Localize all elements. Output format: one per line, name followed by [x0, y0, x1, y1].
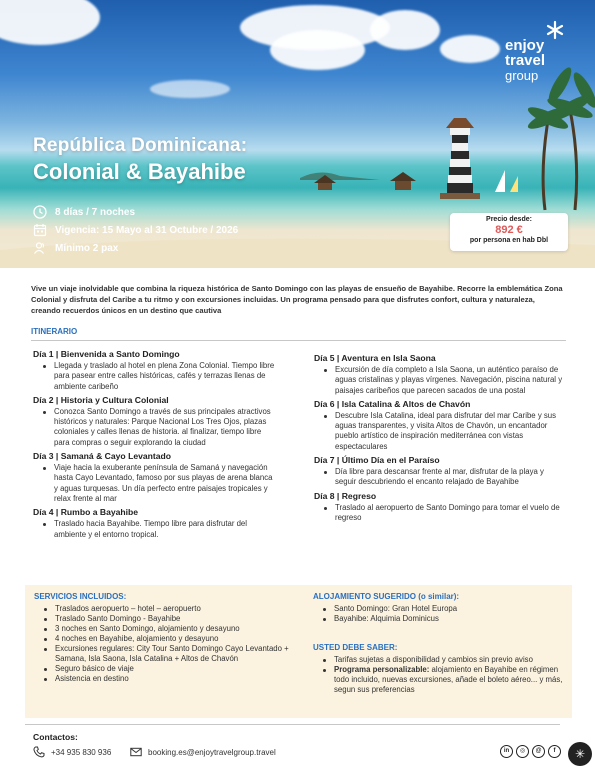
- duration-fact: [33, 205, 135, 219]
- contacts-heading: Contactos:: [33, 732, 78, 742]
- day-8: Día 8 | Regreso Traslado al aeropuerto de Santo Domingo para tomar el vuelo de regreso: [314, 491, 566, 524]
- list-item: Asistencia en destino: [44, 674, 296, 684]
- list-item: Excursión de día completo a Isla Saona, un auténtico paraíso de aguas cristalinas y playas vírgenes. Navegación, piscina natural y paisajes caribeños que parecen sacados de una postal: [324, 365, 566, 396]
- list-item: Tarifas sujetas a disponibilidad y cambios sin previo aviso: [323, 655, 565, 665]
- list-item: 4 noches en Bayahibe, alojamiento y desayuno: [44, 634, 296, 644]
- list-item: Seguro básico de viaje: [44, 664, 296, 674]
- email-address[interactable]: booking.es@enjoytravelgroup.travel: [148, 747, 276, 757]
- email-contact[interactable]: [130, 746, 276, 758]
- day-1: Día 1 | Bienvenida a Santo Domingo Llegada y traslado al hotel en plena Zona Colonial. Tiempo libre para pasear entre calles históricas, cafés y terrazas llenas de ambiente caribeño: [33, 349, 278, 392]
- instagram-icon[interactable]: ◎: [516, 745, 529, 758]
- people-icon: [33, 241, 47, 255]
- notes-section: [313, 643, 565, 695]
- list-item: Excursiones regulares: City Tour Santo Domingo Cayo Levantado + Samana, Isla Saona, Isla Catalina + Altos de Chavón: [44, 644, 296, 664]
- price-value: 892 €: [495, 224, 523, 236]
- list-item: Traslado al aeropuerto de Santo Domingo para tomar el vuelo de regreso: [324, 503, 566, 524]
- enjoy-travel-group-logo: enjoy travel group: [505, 38, 545, 83]
- clock-icon: [33, 205, 47, 219]
- hero-banner: [0, 0, 595, 268]
- itinerary-right-column: [314, 353, 566, 526]
- day-6: Día 6 | Isla Catalina & Altos de Chavón Descubre Isla Catalina, ideal para disfrutar del mar Caribe y sus aguas transparentes, y visita Altos de Chavón, un encantador pueblo artístico de inspiración mediterránea con vistas espectaculares: [314, 399, 566, 452]
- asterisk-logo-icon: [545, 20, 565, 40]
- list-item: Descubre Isla Catalina, ideal para disfrutar del mar Caribe y sus aguas transparentes, y visita Altos de Chavón, un encantador pueblo artístico de inspiración mediterránea con vistas espectaculares: [324, 411, 566, 452]
- social-links: [500, 745, 564, 758]
- day-7: Día 7 | Último Día en el Paraíso Día libre para descansar frente al mar, disfrutar de la playa y seguir descubriendo el encanto relajado de Bayahibe: [314, 455, 566, 488]
- email-icon: [130, 746, 142, 758]
- info-box: [25, 585, 572, 718]
- threads-icon[interactable]: @: [532, 745, 545, 758]
- price-label: Precio desde:: [486, 216, 532, 223]
- itinerary-left-column: [33, 349, 278, 543]
- day-3: Día 3 | Samaná & Cayo Levantado Viaje hacia la exuberante península de Samaná y navegación hasta Cayo Levantado, famoso por sus playas de arena blanca y aguas turquesas. Un día perfecto entre paisajes tropicales y relax frente al mar: [33, 451, 278, 504]
- lodging-heading: ALOJAMIENTO SUGERIDO (o similar):: [313, 592, 460, 601]
- validity-fact: [33, 223, 238, 237]
- list-item: Viaje hacia la exuberante península de Samaná y navegación hasta Cayo Levantado, famoso por sus playas de arena blanca y aguas turquesas. Un día perfecto entre paisajes tropicales y relax frente al mar: [43, 463, 278, 504]
- price-note: por persona en hab Dbl: [469, 237, 549, 244]
- footer-divider: [25, 724, 560, 725]
- min-pax-text: Mínimo 2 pax: [55, 242, 119, 254]
- services-section: [34, 592, 296, 684]
- day-2: Día 2 | Historia y Cultura Colonial Conozca Santo Domingo a través de sus principales atractivos históricos y naturales: Parque Nacional Los Tres Ojos, plazas coloniales y calles llenas de historia. al finalizar, tiempo libre para compras o seguir explorando la ciudad: [33, 395, 278, 448]
- itinerary-heading: ITINERARIO: [31, 327, 78, 336]
- day-4: Día 4 | Rumbo a Bayahibe Traslado hacia Bayahibe. Tiempo libre para disfrutar del ambiente y el entorno tropical.: [33, 507, 278, 540]
- list-item: Día libre para descansar frente al mar, disfrutar de la playa y seguir descubriendo el encanto relajado de Bayahibe: [324, 467, 566, 488]
- phone-number[interactable]: +34 935 830 936: [51, 747, 112, 757]
- phone-contact[interactable]: [33, 746, 111, 758]
- brand-badge-icon: ✳: [568, 742, 592, 766]
- price-box: [450, 213, 568, 251]
- list-item: Programa personalizable: alojamiento en Bayahibe en régimen todo incluido, nuevas excursiones, añade el boleto aéreo... y más, segun sus preferencias: [323, 665, 565, 695]
- notes-heading: USTED DEBE SABER:: [313, 643, 398, 652]
- list-item: Llegada y traslado al hotel en plena Zona Colonial. Tiempo libre para pasear entre calles históricas, cafés y terrazas llenas de ambiente caribeño: [43, 361, 278, 392]
- phone-icon: [33, 746, 45, 758]
- services-heading: SERVICIOS INCLUIDOS:: [34, 592, 127, 601]
- calendar-icon: [33, 223, 47, 237]
- list-item: Traslado hacia Bayahibe. Tiempo libre para disfrutar del ambiente y el entorno tropical.: [43, 519, 278, 540]
- linkedin-icon[interactable]: in: [500, 745, 513, 758]
- section-divider: [31, 340, 566, 341]
- min-pax-fact: [33, 241, 118, 255]
- list-item: Traslados aeropuerto – hotel – aeropuerto: [44, 604, 296, 614]
- list-item: Bayahibe: Alquimia Dominicus: [323, 614, 565, 624]
- hero-title-line2: Colonial & Bayahibe: [33, 159, 246, 184]
- list-item: Santo Domingo: Gran Hotel Europa: [323, 604, 565, 614]
- lighthouse-illustration: [440, 118, 480, 199]
- duration-text: 8 días / 7 noches: [55, 206, 136, 218]
- day-5: Día 5 | Aventura en Isla Saona Excursión de día completo a Isla Saona, un auténtico paraíso de aguas cristalinas y playas vírgenes. Navegación, piscina natural y paisajes caribeños que parecen sacados de una postal: [314, 353, 566, 396]
- intro-paragraph: Vive un viaje inolvidable que combina la riqueza histórica de Santo Domingo con las playas de ensueño de Bayahibe. Recorre la emblemática Zona Colonial y disfruta del Caribe a tu ritmo y con excursiones incluidas. Un programa pensado para que disfrutes confort, cultura y naturaleza, creando recuerdos únicos en un destino que cautiva: [31, 284, 563, 315]
- list-item: 3 noches en Santo Domingo, alojamiento y desayuno: [44, 624, 296, 634]
- list-item: Traslado Santo Domingo - Bayahibe: [44, 614, 296, 624]
- validity-text: Vigencia: 15 Mayo al 31 Octubre / 2026: [55, 224, 239, 236]
- facebook-icon[interactable]: f: [548, 745, 561, 758]
- hero-title-line1: República Dominicana:: [33, 135, 248, 156]
- list-item: Conozca Santo Domingo a través de sus principales atractivos históricos y naturales: Parque Nacional Los Tres Ojos, plazas coloniales y calles llenas de historia. al finalizar, tiempo libre para compras o seguir explorando la ciudad: [43, 407, 278, 448]
- lodging-section: [313, 592, 565, 624]
